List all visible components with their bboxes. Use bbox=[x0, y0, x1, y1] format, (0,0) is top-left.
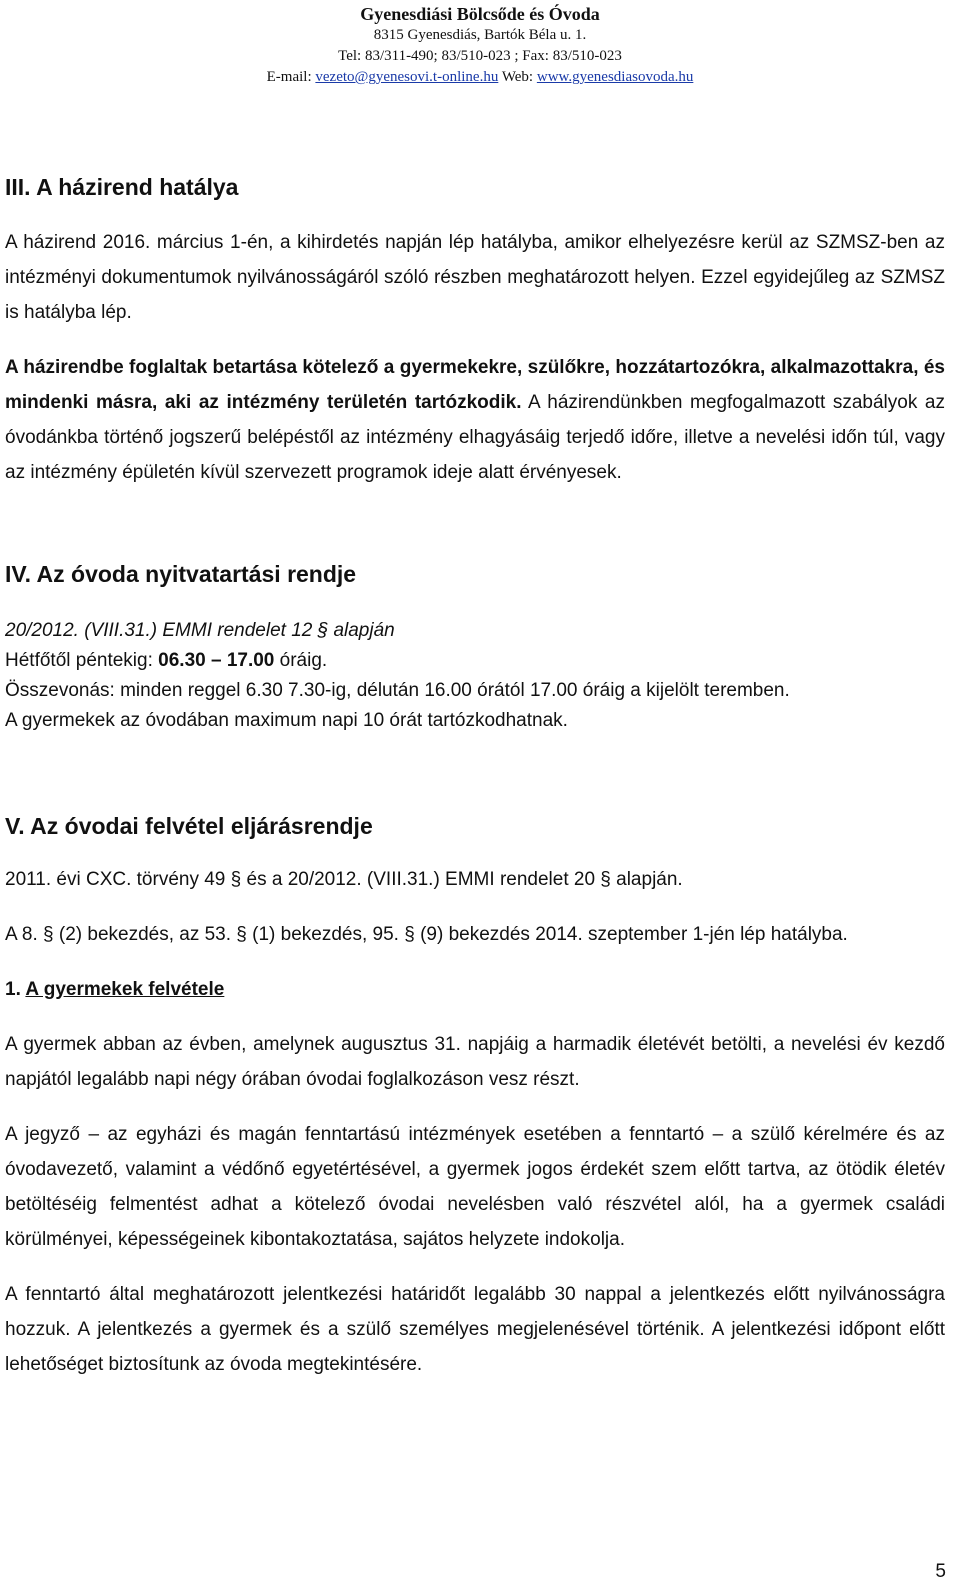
page-number: 5 bbox=[935, 1561, 946, 1582]
subsection-title: A gyermekek felvétele bbox=[25, 979, 225, 1000]
section-5-legal-basis: 2011. évi CXC. törvény 49 § és a 20/2012. (VIII.31.) EMMI rendelet 20 § alapján. bbox=[5, 869, 683, 890]
subsection-heading: 1. A gyermekek felvétele bbox=[5, 979, 225, 1000]
gathering-times: Összevonás: minden reggel 6.30 7.30-ig, délután 16.00 órától 17.00 óráig a kijelölt teremben. bbox=[5, 680, 790, 701]
admission-paragraph-3: A fenntartó által meghatározott jelentkezési határidőt legalább 30 nappal a jelentkezés előtt nyilvánosságra hozzuk. A jelentkezés a gyermek és a szülő személyes megjelenésével történik. A jelentkezési időpont előtt lehetőséget biztosítunk az óvoda megtekintésére. bbox=[5, 1284, 945, 1375]
institution-name: Gyenesdiási Bölcsőde és Óvoda bbox=[360, 4, 600, 24]
section-3-bold-rule: A házirendbe foglaltak betartása kötelező a gyermekekre, szülőkre, hozzátartozókra, alkalmazottakra, és mindenki másra, aki az intézmény területén tartózkodik. bbox=[5, 357, 945, 413]
contact-line bbox=[0, 67, 960, 88]
section-3-rule-text: A házirendünkben megfogalmazott szabályok az óvodánkba történő jogszerű belépéstől az intézmény elhagyásáig terjedő időre, illetve a nevelési időn túl, vagy az intézmény épületén kívül szervezett programok ideje alatt érvényesek. bbox=[5, 392, 945, 483]
section-3-paragraph-1: A házirend 2016. március 1-én, a kihirdetés napján lép hatályba, amikor elhelyezésre kerül az SZMSZ-ben az intézményi dokumentumok nyilvánosságáról szóló részben meghatározott helyen. Ezzel egyidejűleg az SZMSZ is hatályba lép. bbox=[5, 232, 945, 323]
section-5-title: V. Az óvodai felvétel eljárásrendje bbox=[5, 813, 373, 839]
hours-to: 17.00 bbox=[226, 650, 275, 671]
weekday-hours: Hétfőtől péntekig: 06.30 – 17.00 óráig. bbox=[5, 650, 328, 671]
institution-phone: Tel: 83/311-490; 83/510-023 ; Fax: 83/510-023 bbox=[338, 48, 622, 64]
email-label: E-mail: bbox=[266, 69, 312, 85]
letterhead bbox=[0, 4, 960, 88]
web-link[interactable]: www.gyenesdiasovoda.hu bbox=[536, 69, 694, 85]
web-label: Web: bbox=[501, 69, 534, 85]
admission-paragraph-1: A gyermek abban az évben, amelynek augusztus 31. napjáig a harmadik életévét betölti, a nevelési év kezdő napjától legalább napi négy órában óvodai foglalkozáson vesz részt. bbox=[5, 1034, 945, 1090]
section-3-paragraph-2 bbox=[5, 350, 945, 490]
max-daily-hours: A gyermekek az óvodában maximum napi 10 órát tartózkodhatnak. bbox=[5, 710, 568, 731]
section-4-legal-basis: 20/2012. (VIII.31.) EMMI rendelet 12 § alapján bbox=[5, 620, 395, 641]
email-link[interactable]: vezeto@gyenesovi.t-online.hu bbox=[315, 69, 499, 85]
document-body bbox=[5, 167, 945, 1382]
opening-hours-block bbox=[5, 616, 945, 736]
section-4-title: IV. Az óvoda nyitvatartási rendje bbox=[5, 561, 357, 587]
section-3-title: III. A házirend hatálya bbox=[5, 174, 239, 200]
institution-address: 8315 Gyenesdiás, Bartók Béla u. 1. bbox=[373, 27, 587, 43]
admission-paragraph-2: A jegyző – az egyházi és magán fenntartású intézmények esetében a fenntartó – a szülő kérelmére és az óvodavezető, valamint a védőnő egyetértésével, a gyermek jogos érdekét szem előtt tartva, az ötödik életév betöltéséig felmentést adhat a kötelező óvodai nevelésben való részvétel alól, ha a gyermek családi körülményei, képességeinek kibontakoztatása, sajátos helyzete indokolja. bbox=[5, 1124, 945, 1250]
section-5-effective-date: A 8. § (2) bekezdés, az 53. § (1) bekezdés, 95. § (9) bekezdés 2014. szeptember 1-jén lép hatályba. bbox=[5, 924, 848, 945]
hours-from: 06.30 bbox=[158, 650, 206, 671]
